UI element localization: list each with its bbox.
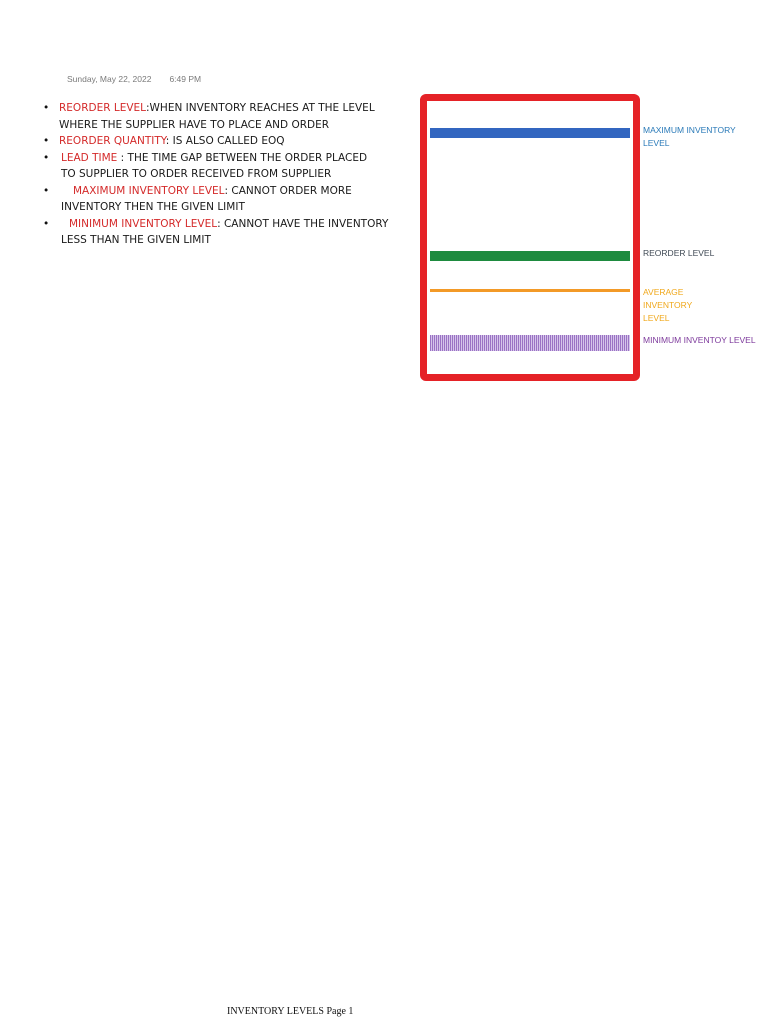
- term-minimum-inventory-level: MINIMUM INVENTORY LEVEL: [69, 217, 218, 230]
- reorder-level-label: REORDER LEVEL: [643, 248, 715, 258]
- definition-line: LESS THAN THE GIVEN LIMIT: [61, 234, 211, 246]
- definition-line: WHERE THE SUPPLIER HAVE TO PLACE AND ORDER: [59, 118, 330, 131]
- bullet-icon: •: [43, 135, 50, 147]
- definition-line: WHEN INVENTORY REACHES AT THE LEVEL: [149, 102, 375, 114]
- definition-line: INVENTORY THEN THE GIVEN LIMIT: [61, 201, 245, 213]
- note-time: 6:49 PM: [169, 74, 202, 84]
- bullet-icon: •: [43, 217, 50, 230]
- definitions-list: [40, 100, 410, 249]
- separator: :: [165, 135, 170, 147]
- maximum-level-label: MAXIMUM INVENTORY LEVEL: [643, 125, 736, 148]
- list-item: [40, 183, 410, 216]
- inventory-level-diagram: [420, 94, 640, 381]
- note-timestamp: [67, 74, 201, 84]
- definition-line: TO SUPPLIER TO ORDER RECEIVED FROM SUPPLIER: [61, 168, 332, 180]
- term-maximum-inventory-level: MAXIMUM INVENTORY LEVEL: [73, 184, 225, 197]
- bullet-icon: •: [43, 184, 50, 197]
- minimum-level-label: MINIMUM INVENTOY LEVEL: [643, 335, 756, 345]
- average-level-label: AVERAGE INVENTORY LEVEL: [643, 287, 693, 323]
- definition-line: CANNOT HAVE THE INVENTORY: [220, 217, 389, 230]
- list-item: [40, 150, 410, 183]
- minimum-level-line: [430, 335, 630, 351]
- term-lead-time: LEAD TIME: [61, 151, 121, 164]
- term-reorder-level: REORDER LEVEL: [59, 102, 146, 114]
- reorder-level-line: [430, 251, 630, 261]
- definition-line: THE TIME GAP BETWEEN THE ORDER PLACED: [124, 151, 368, 164]
- separator: :: [120, 151, 125, 164]
- definition-line: IS ALSO CALLED EOQ: [169, 135, 285, 147]
- separator: :: [146, 102, 150, 114]
- bullet-icon: •: [43, 151, 50, 164]
- maximum-level-line: [430, 128, 630, 138]
- separator: :: [217, 217, 221, 230]
- list-item: [40, 133, 410, 150]
- page-footer: INVENTORY LEVELS Page 1: [227, 1006, 354, 1017]
- list-item: [40, 216, 410, 249]
- definition-line: CANNOT ORDER MORE: [228, 184, 352, 197]
- note-date: Sunday, May 22, 2022: [67, 74, 152, 84]
- separator: :: [224, 184, 229, 197]
- list-item: [40, 100, 410, 133]
- bullet-icon: •: [43, 102, 50, 114]
- term-reorder-quantity: REORDER QUANTITY: [59, 135, 166, 147]
- average-level-line: [430, 289, 630, 292]
